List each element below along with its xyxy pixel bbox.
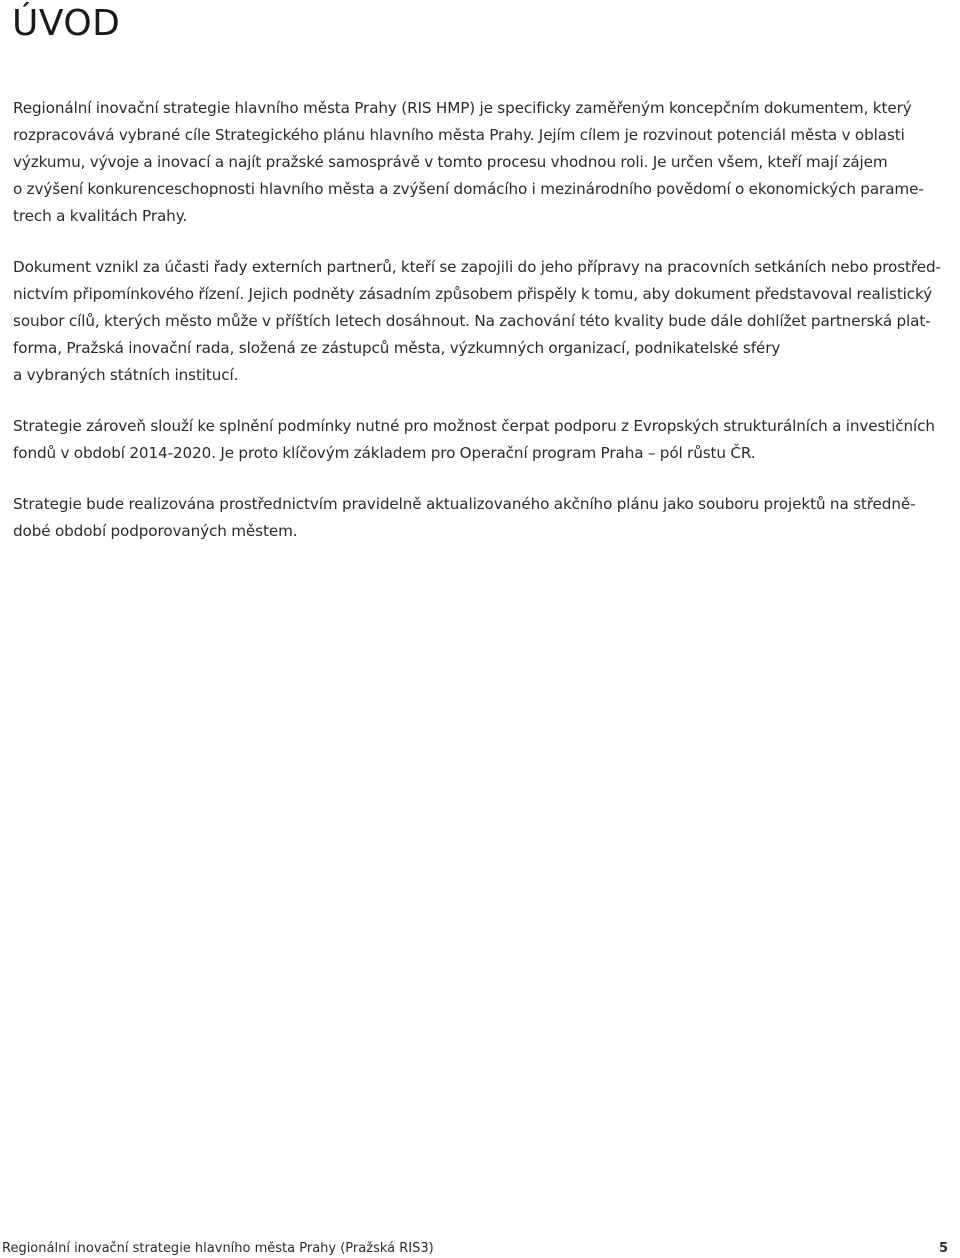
text-line: o zvýšení konkurenceschopnosti hlavního města a zvýšení domácího i mezinárodního povědomí o ekonomických parame- xyxy=(13,180,924,198)
text-line: fondů v období 2014-2020. Je proto klíčovým základem pro Operační program Praha – pól růstu ČR. xyxy=(13,444,756,462)
text-line: Regionální inovační strategie hlavního města Prahy (RIS HMP) je specificky zaměřeným koncepčním dokumentem, který xyxy=(13,99,912,117)
text-line: Strategie bude realizována prostřednictvím pravidelně aktualizovaného akčního plánu jako souboru projektů na středně- xyxy=(13,495,916,513)
text-line: forma, Pražská inovační rada, složená ze zástupců města, výzkumných organizací, podnikatelské sféry xyxy=(13,339,781,357)
page-number: 5 xyxy=(938,1241,948,1256)
text-line: nictvím připomínkového řízení. Jejich podněty zásadním způsobem přispěly k tomu, aby dokument představoval realistický xyxy=(13,285,933,303)
paragraph-2 xyxy=(13,254,953,389)
page-footer xyxy=(0,1240,960,1258)
text-line: Dokument vznikl za účasti řady externích partnerů, kteří se zapojili do jeho přípravy na pracovních setkáních nebo prostřed- xyxy=(13,258,941,276)
text-line: trech a kvalitách Prahy. xyxy=(13,207,188,225)
paragraph-3 xyxy=(13,413,953,467)
page-title: ÚVOD xyxy=(12,3,121,44)
text-line: Strategie zároveň slouží ke splnění podmínky nutné pro možnost čerpat podporu z Evropských strukturálních a investičních xyxy=(13,417,935,435)
body-text xyxy=(13,95,953,569)
paragraph-4 xyxy=(13,491,953,545)
text-line: výzkumu, vývoje a inovací a najít pražské samosprávě v tomto procesu vhodnou roli. Je určen všem, kteří mají zájem xyxy=(13,153,888,171)
text-line: rozpracovává vybrané cíle Strategického plánu hlavního města Prahy. Jejím cílem je rozvinout potenciál města v oblasti xyxy=(13,126,905,144)
text-line: a vybraných státních institucí. xyxy=(13,366,239,384)
footer-document-title: Regionální inovační strategie hlavního města Prahy (Pražská RIS3) xyxy=(2,1241,434,1256)
text-line: dobé období podporovaných městem. xyxy=(13,522,298,540)
paragraph-1 xyxy=(13,95,953,230)
text-line: soubor cílů, kterých město může v příštích letech dosáhnout. Na zachování této kvality bude dále dohlížet partnerská plat- xyxy=(13,312,931,330)
